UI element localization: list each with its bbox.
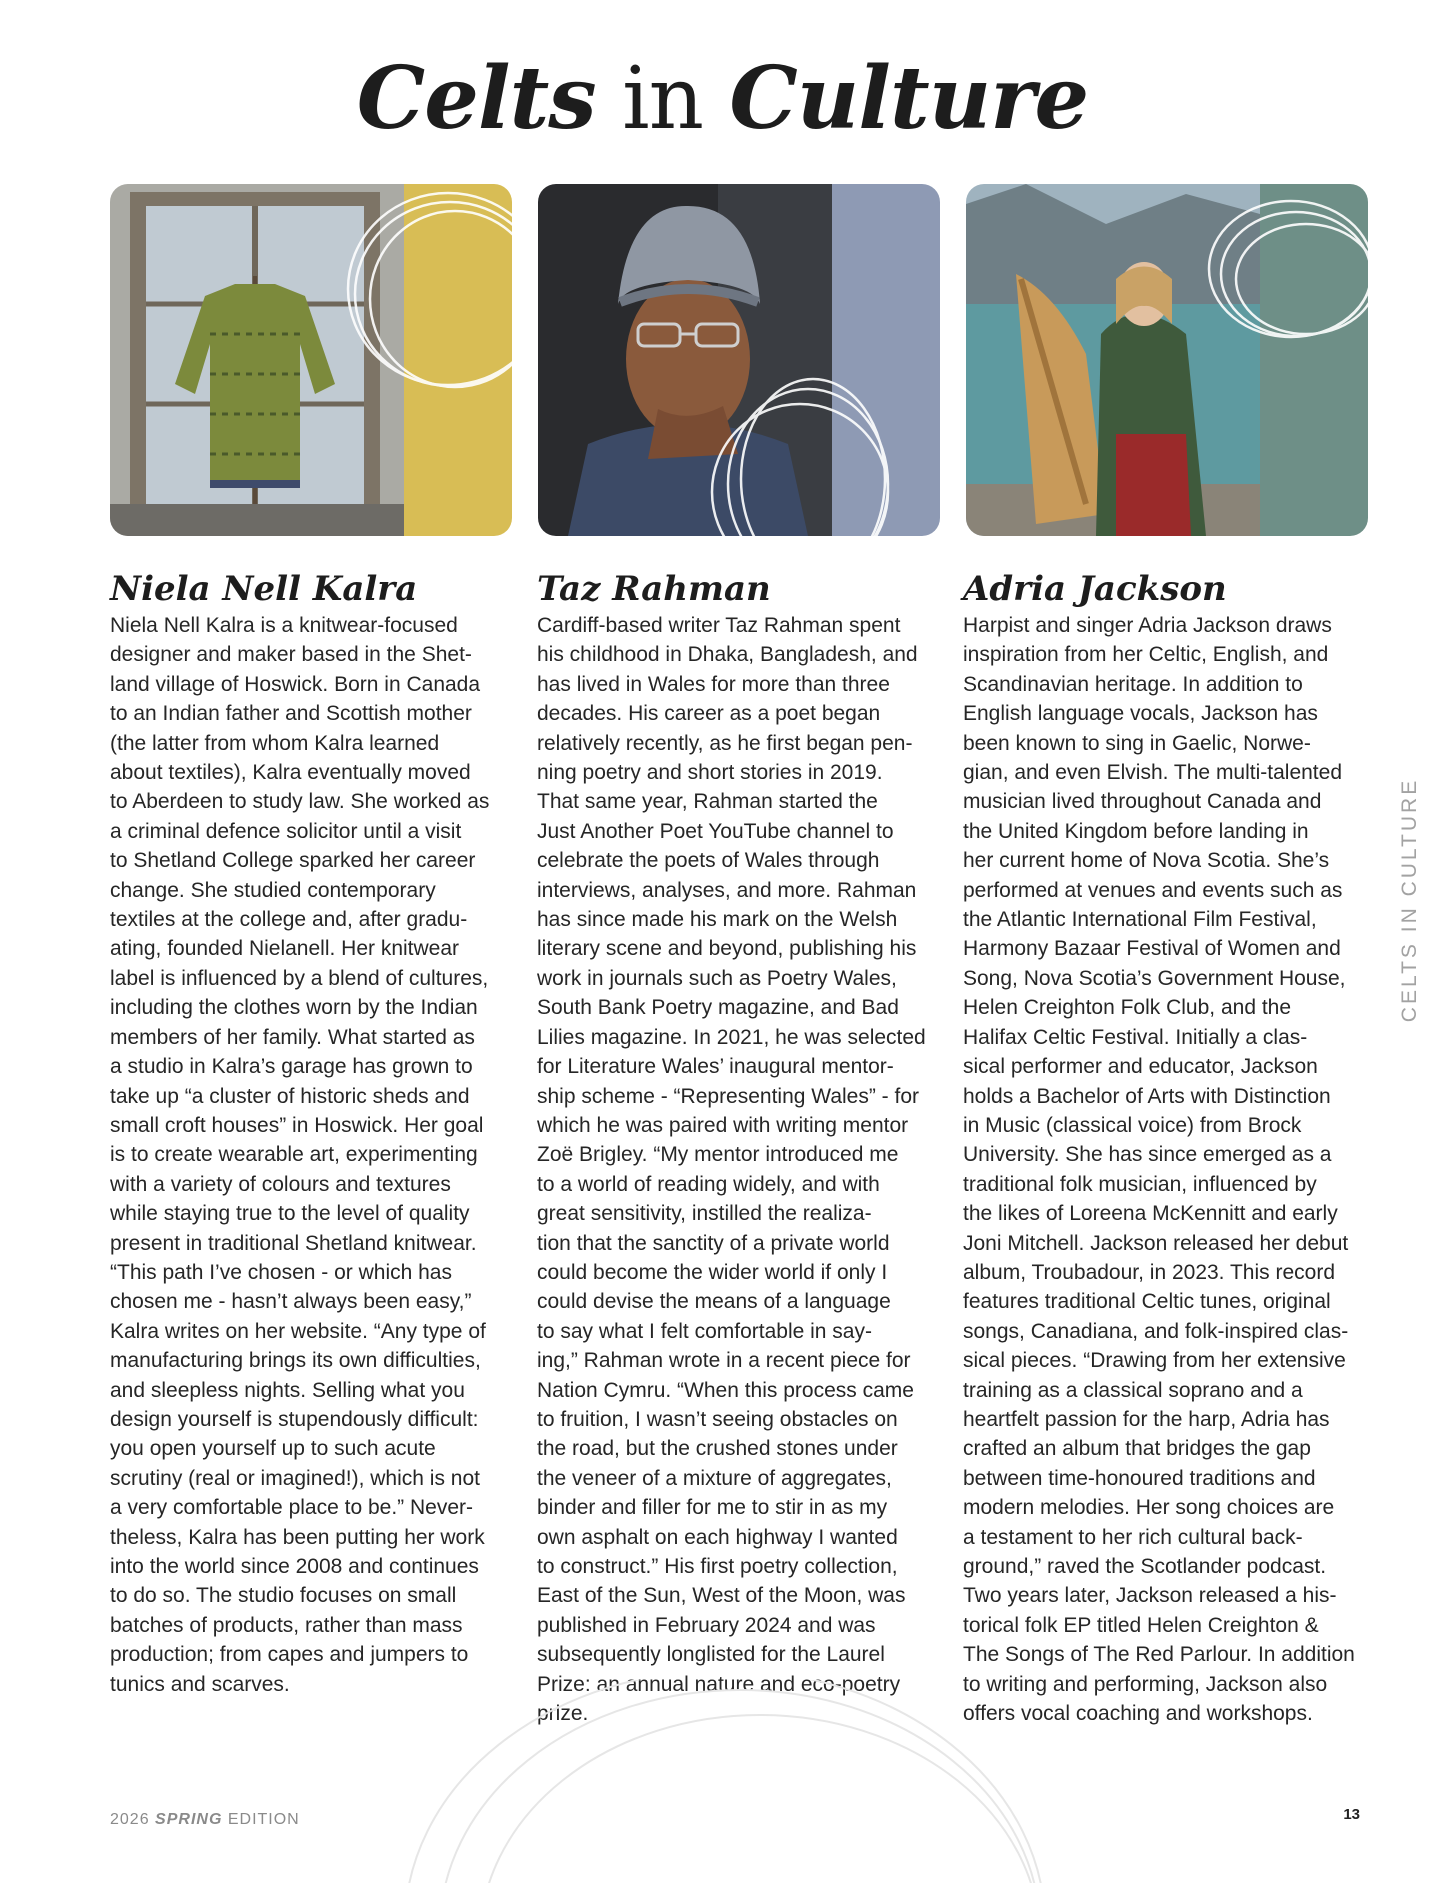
bio-line: members of her family. What started as [110,1025,475,1049]
bio-line: theless, Kalra has been putting her work [110,1525,485,1549]
bio-line: the likes of Loreena McKennitt and early [963,1202,1338,1226]
decorative-rings-icon [966,184,1368,536]
bio-line: (the latter from whom Kalra learned [110,731,440,755]
bio-line: could become the wider world if only I [537,1260,888,1284]
bio-line: while staying true to the level of quality [110,1202,470,1226]
bio-line: binder and filler for me to stir in as my [537,1496,888,1520]
bio-line: Prize: an annual nature and eco-poetry [537,1672,901,1696]
photo-card-jackson [966,184,1368,536]
bio-line: interviews, analyses, and more. Rahman [537,878,917,902]
bio-line: Two years later, Jackson released a his- [963,1584,1337,1608]
title-part-celts: Celts [356,48,596,149]
bio-line: musician lived throughout Canada and [963,790,1322,814]
bio-line: tunics and scarves. [110,1672,290,1696]
bio-line: the Atlantic International Film Festival, [963,908,1317,932]
bio-line: including the clothes worn by the Indian [110,996,478,1020]
page-number: 13 [1343,1806,1360,1823]
bio-line: features traditional Celtic tunes, original [963,1290,1331,1314]
bio-line: for Literature Wales’ inaugural mentor- [537,1055,894,1079]
bio-line: design yourself is stupendously difficult: [110,1407,479,1431]
bio-line: performed at venues and events such as [963,878,1343,902]
bio-line: torical folk EP titled Helen Creighton & [963,1613,1319,1637]
profile-column-rahman [537,567,926,1728]
bio-line: his childhood in Dhaka, Bangladesh, and [537,643,918,667]
bio-line: a testament to her rich cultural back- [963,1525,1303,1549]
bio-line: with a variety of colours and textures [110,1172,451,1196]
bio-line: between time-honoured traditions and [963,1466,1316,1490]
bio-line: The Songs of The Red Parlour. In addition [963,1643,1355,1667]
bio-line: production; from capes and jumpers to [110,1643,469,1667]
bio-line: modern melodies. Her song choices are [963,1496,1335,1520]
bio-line: Harmony Bazaar Festival of Women and [963,937,1341,961]
bio-line: crafted an album that bridges the gap [963,1437,1311,1461]
bio-line: Lilies magazine. In 2021, he was selected [537,1025,926,1049]
profile-column-kalra [110,567,489,1699]
bio-line: subsequently longlisted for the Laurel [537,1643,885,1667]
bio-line: the road, but the crushed stones under [537,1437,898,1461]
bio-line: to an Indian father and Scottish mother [110,702,472,726]
bio-line: Just Another Poet YouTube channel to [537,819,894,843]
bio-line: literary scene and beyond, publishing his [537,937,917,961]
bio-line: manufacturing brings its own difficulties, [110,1349,481,1373]
bio-line: sical pieces. “Drawing from her extensive [963,1349,1346,1373]
bio-line: “This path I’ve chosen - or which has [110,1260,452,1284]
bio-line: album, Troubadour, in 2023. This record [963,1260,1336,1284]
bio-line: University. She has since emerged as a [963,1143,1332,1167]
bio-line: into the world since 2008 and continues [110,1555,479,1578]
bio-line: present in traditional Shetland knitwear. [110,1231,477,1255]
profile-bio [963,611,1355,1728]
bio-line: Nation Cymru. “When this process came [537,1378,914,1402]
bio-line: you open yourself up to such acute [110,1437,436,1461]
bio-line: ing,” Rahman wrote in a recent piece for [537,1349,911,1373]
bio-line: to say what I felt comfortable in say- [537,1319,872,1343]
bio-line: the veneer of a mixture of aggregates, [537,1466,892,1490]
bio-line: Scandinavian heritage. In addition to [963,672,1303,696]
bio-line: ning poetry and short stories in 2019. [537,761,883,785]
edition-label [110,1811,300,1829]
bio-line: to fruition, I wasn’t seeing obstacles on [537,1407,898,1431]
bio-line: relatively recently, as he first began pen- [537,731,913,755]
bio-line: label is influenced by a blend of cultures, [110,966,489,990]
bio-line: textiles at the college and, after gradu- [110,908,468,932]
bio-line: tion that the sanctity of a private world [537,1231,890,1255]
title-part-in: in [622,49,703,149]
bio-line: celebrate the poets of Wales through [537,849,880,873]
bio-line: designer and maker based in the Shet- [110,643,472,667]
bio-line: a criminal defence solicitor until a visit [110,819,462,843]
bio-line: East of the Sun, West of the Moon, was [537,1584,906,1608]
bio-line: traditional folk musician, influenced by [963,1172,1317,1196]
bio-line: holds a Bachelor of Arts with Distinction [963,1084,1331,1108]
bio-line: inspiration from her Celtic, English, and [963,643,1329,667]
bio-line: decades. His career as a poet began [537,702,881,726]
bio-line: That same year, Rahman started the [537,790,878,814]
bio-line: heartfelt passion for the harp, Adria has [963,1407,1330,1431]
bio-line: Harpist and singer Adria Jackson draws [963,614,1332,637]
profile-column-jackson [963,567,1355,1728]
bio-line: her current home of Nova Scotia. She’s [963,849,1330,873]
bio-line: scrutiny (real or imagined!), which is not [110,1466,480,1490]
bio-line: to a world of reading widely, and with [537,1172,880,1196]
bio-line: Zoë Brigley. “My mentor introduced me [537,1143,899,1167]
bio-line: batches of products, rather than mass [110,1613,463,1637]
section-side-label: CELTS IN CULTURE [1398,777,1421,1023]
bio-line: own asphalt on each highway I wanted [537,1525,898,1549]
bio-line: Cardiff-based writer Taz Rahman spent [537,614,901,637]
bio-line: the United Kingdom before landing in [963,819,1309,843]
bio-line: change. She studied contemporary [110,878,436,902]
bio-line: great sensitivity, instilled the realiza- [537,1202,872,1226]
profile-name: Adria Jackson [963,569,1227,609]
bio-line: take up “a cluster of historic sheds and [110,1084,470,1108]
bio-line: a very comfortable place to be.” Never- [110,1496,473,1520]
bio-line: to construct.” His first poetry collection, [537,1555,898,1578]
bio-line: which he was paired with writing mentor [537,1113,909,1137]
bio-line: a studio in Kalra’s garage has grown to [110,1055,473,1079]
bio-line: Kalra writes on her website. “Any type of [110,1319,486,1343]
bio-line: ating, founded Nielanell. Her knitwear [110,937,460,961]
profile-name: Niela Nell Kalra [110,569,418,609]
background-rings-icon [0,1680,1445,1883]
profile-bio [110,611,489,1699]
page-title [0,48,1445,149]
bio-line: has since made his mark on the Welsh [537,908,898,932]
bio-line: songs, Canadiana, and folk-inspired clas- [963,1319,1349,1343]
bio-line: could devise the means of a language [537,1290,891,1314]
bio-line: been known to sing in Gaelic, Norwe- [963,731,1311,755]
bio-line: prize. [537,1702,589,1726]
bio-line: to Aberdeen to study law. She worked as [110,790,490,814]
bio-line: work in journals such as Poetry Wales, [537,966,897,990]
bio-line: South Bank Poetry magazine, and Bad [537,996,899,1020]
title-part-culture: Culture [729,48,1089,149]
bio-line: ship scheme - “Representing Wales” - for [537,1084,920,1108]
bio-line: training as a classical soprano and a [963,1378,1303,1402]
bio-line: about textiles), Kalra eventually moved [110,761,471,785]
bio-line: offers vocal coaching and workshops. [963,1702,1313,1726]
edition-suffix: EDITION [227,1811,300,1828]
bio-line: Niela Nell Kalra is a knitwear-focused [110,614,458,637]
decorative-rings-icon [538,184,940,536]
profile-bio [537,611,926,1728]
bio-line: small croft houses” in Hoswick. Her goal [110,1113,484,1137]
bio-line: chosen me - hasn’t always been easy,” [110,1290,472,1314]
photo-card-kalra [110,184,512,536]
bio-line: published in February 2024 and was [537,1613,876,1637]
bio-line: and sleepless nights. Selling what you [110,1378,465,1402]
bio-line: Halifax Celtic Festival. Initially a clas- [963,1025,1308,1049]
bio-line: gian, and even Elvish. The multi-talented [963,761,1343,785]
profile-name: Taz Rahman [537,569,771,609]
bio-line: English language vocals, Jackson has [963,702,1318,726]
bio-line: Helen Creighton Folk Club, and the [963,996,1292,1020]
bio-line: has lived in Wales for more than three [537,672,890,696]
bio-line: in Music (classical voice) from Brock [963,1113,1302,1137]
bio-line: sical performer and educator, Jackson [963,1055,1318,1079]
bio-line: to writing and performing, Jackson also [963,1672,1328,1696]
bio-line: to Shetland College sparked her career [110,849,476,873]
bio-line: land village of Hoswick. Born in Canada [110,672,481,696]
photo-card-rahman [538,184,940,536]
edition-year: 2026 [110,1811,150,1828]
bio-line: Joni Mitchell. Jackson released her debut [963,1231,1349,1255]
bio-line: Song, Nova Scotia’s Government House, [963,966,1346,990]
bio-line: is to create wearable art, experimenting [110,1143,478,1167]
bio-line: ground,” raved the Scotlander podcast. [963,1555,1327,1578]
edition-season: SPRING [155,1811,223,1828]
bio-line: to do so. The studio focuses on small [110,1584,457,1608]
decorative-rings-icon [110,184,512,536]
